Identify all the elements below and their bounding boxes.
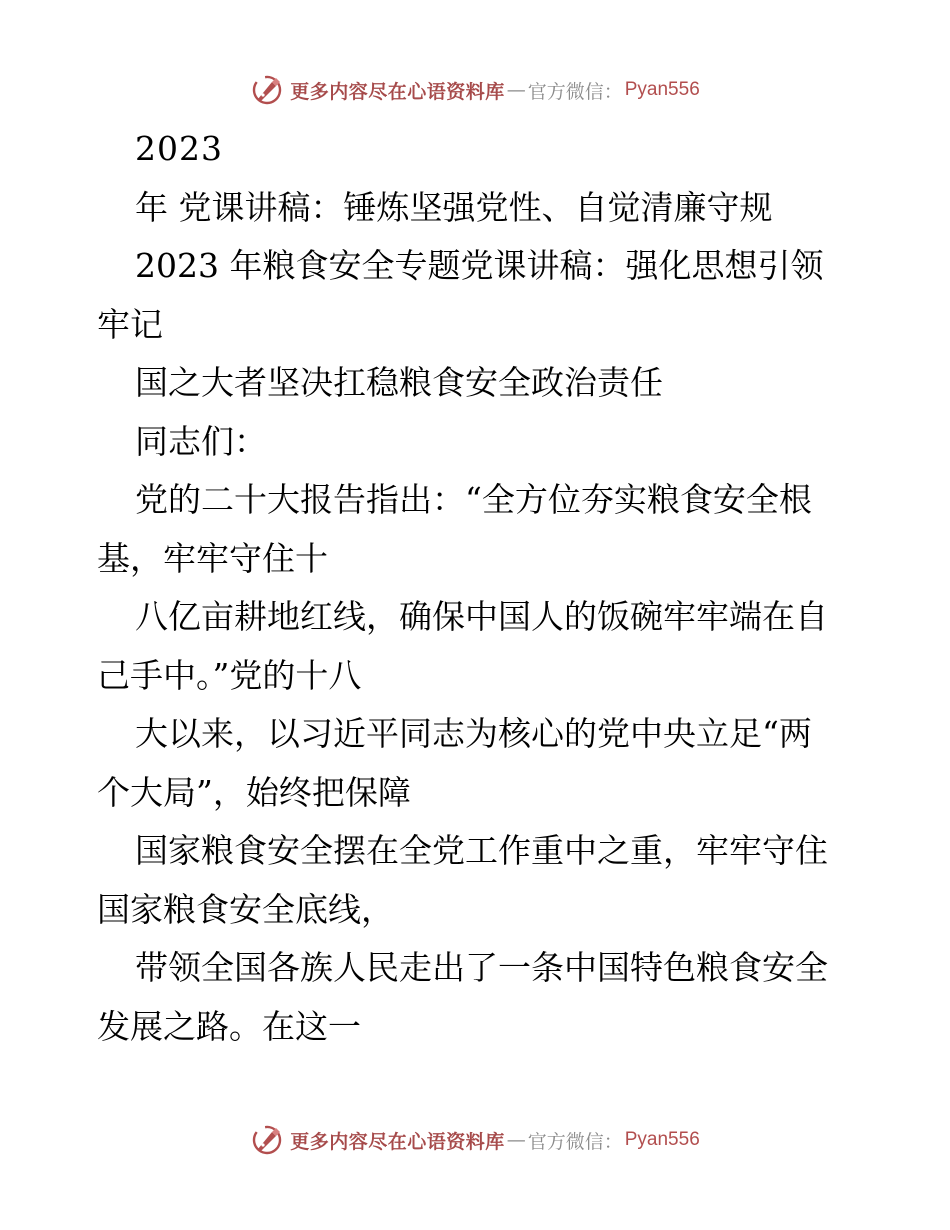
footer-banner — [0, 1120, 950, 1160]
text-line-13: 国家粮食安全摆在全党工作重中之重，牢牢守住 — [135, 831, 828, 870]
text-line-4: 牢记 — [97, 304, 163, 344]
text-line-11: 大以来，以习近平同志为核心的党中央立足“两 — [135, 714, 812, 753]
banner-official-label: 官方微信： — [527, 1130, 623, 1153]
banner-official-label: 官方微信： — [527, 80, 623, 103]
banner-dash: — — [506, 1129, 526, 1151]
header-banner — [0, 70, 950, 110]
pen-nib-logo-icon — [250, 1123, 284, 1157]
text-line-3: 2023 年粮食安全专题党课讲稿：强化思想引领 — [135, 246, 824, 285]
text-line-5: 国之大者坚决扛稳粮食安全政治责任 — [135, 363, 663, 402]
text-line-10: 己手中。”党的十八 — [97, 655, 362, 695]
text-line-8: 基，牢牢守住十 — [97, 538, 328, 578]
text-line-9: 八亿亩耕地红线，确保中国人的饭碗牢牢端在自 — [135, 597, 828, 636]
text-line-16: 发展之路。在这一 — [97, 1006, 361, 1046]
text-line-1: 2023 — [135, 129, 223, 168]
text-line-7: 党的二十大报告指出：“全方位夯实粮食安全根 — [135, 480, 812, 519]
pen-nib-logo-icon — [250, 73, 284, 107]
banner-title: 更多内容尽在心语资料库 — [290, 80, 505, 103]
text-line-15: 带领全国各族人民走出了一条中国特色粮食安全 — [135, 948, 828, 987]
banner-wechat-id: Pyan556 — [624, 79, 700, 100]
text-line-6: 同志们： — [135, 421, 267, 461]
document-body — [0, 120, 950, 1056]
banner-dash: — — [506, 79, 526, 101]
text-line-14: 国家粮食安全底线， — [97, 889, 394, 929]
banner-wechat-id: Pyan556 — [624, 1129, 700, 1150]
text-line-12: 个大局”，始终把保障 — [97, 772, 411, 812]
banner-title: 更多内容尽在心语资料库 — [290, 1130, 505, 1153]
text-line-2: 年 党课讲稿：锤炼坚强党性、自觉清廉守规 — [135, 187, 773, 227]
